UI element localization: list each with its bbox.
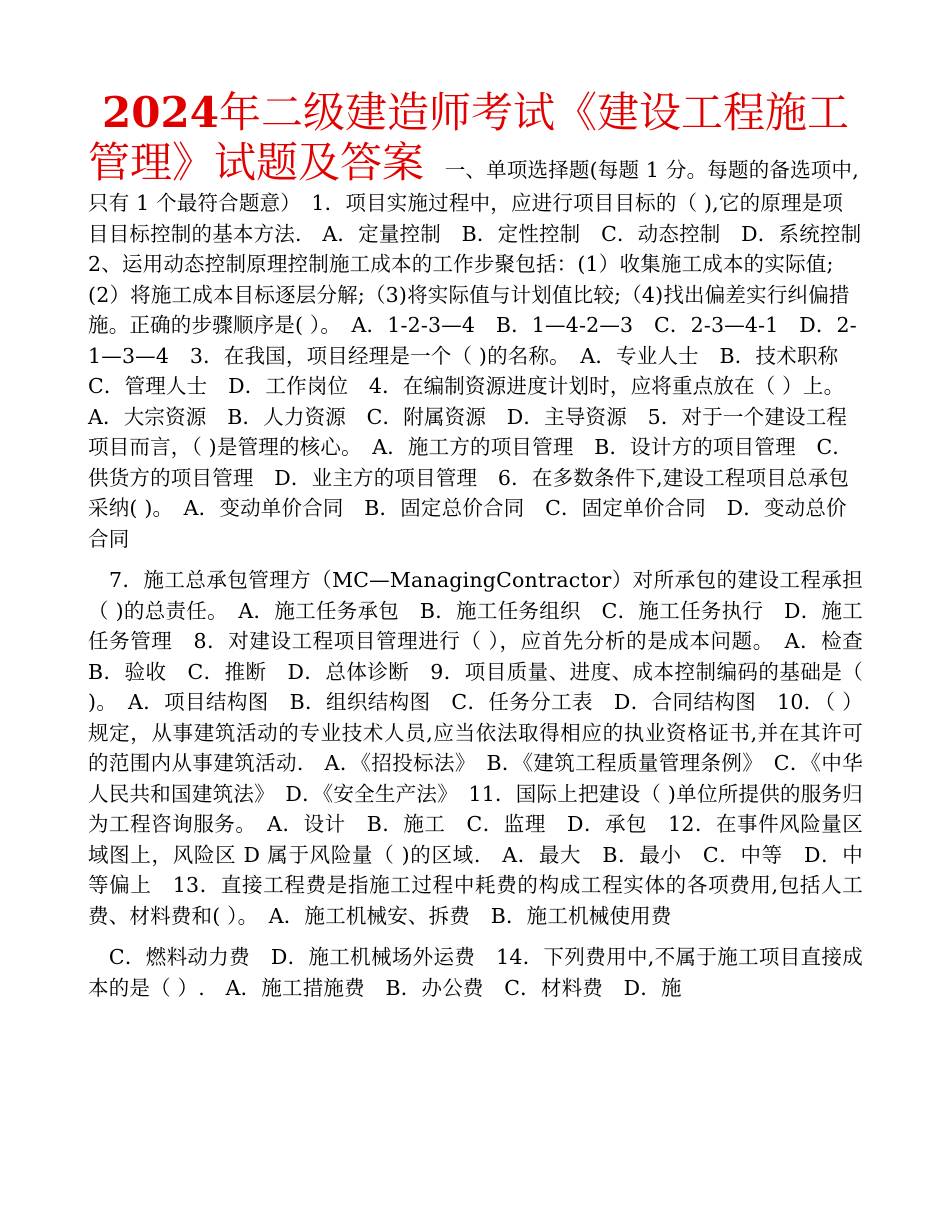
paragraph-gap [88, 554, 863, 565]
first-block [88, 138, 883, 554]
paragraph-3: C．燃料动力费 D．施工机械场外运费 14．下列费用中,不属于施工项目直接成本的是（ ）. A．施工措施费 B．办公费 C．材料费 D．施 [88, 945, 863, 1000]
title-text: 年二级建造师考试《建设工程施工 [218, 88, 849, 137]
paragraph-gap [88, 931, 863, 942]
document-title [88, 88, 863, 138]
title-year: 2024 [102, 88, 219, 137]
paragraph-1: 一、单项选择题(每题 1 分。每题的备选项中,只有 1 个最符合题意） 1．项目实施过程中，应进行项目目标的（ ),它的原理是项目目标控制的基本方法. A．定量控制 B．定性控制 C．动态控制 D．系统控制 2、运用动态控制原理控制施工成本的工作步聚包括：(1）收集施工成本的实际值;(2）将施工成本目标逐层分解;（3)将实际值与计划值比较;（4)找出偏差实行纠偏措施。正确的步骤顺序是( ）。 A．1-2-3—4 B．1—4-2—3 C．2-3—4-1 D．2-1—3—4 3．在我国，项目经理是一个（ )的名称。 A．专业人士 B．技术职称 C．管理人士 D．工作岗位 4．在编制资源进度计划时，应将重点放在（ ）上。 A．大宗资源 B．人力资源 C．附属资源 D．主导资源 5．对于一个建设工程项目而言，（ )是管理的核心。 A．施工方的项目管理 B．设计方的项目管理 C．供货方的项目管理 D．业主方的项目管理 6．在多数条件下,建设工程项目总承包采纳( )。 A．变动单价合同 B．固定总价合同 C．固定单价合同 D．变动总价合同 [88, 158, 883, 551]
document-page [88, 88, 884, 1003]
document-title-line2: 管理》试题及答案 [88, 138, 425, 187]
paragraph-2: 7．施工总承包管理方（MC—ManagingContractor）对所承包的建设工程承担（ )的总责任。 A．施工任务承包 B．施工任务组织 C．施工任务执行 D．施工任务管理 8．对建设工程项目管理进行（ ），应首先分析的是成本问题。 A．检查 B．验收 C．推断 D．总体诊断 9．项目质量、进度、成本控制编码的基础是（ )。 A．项目结构图 B．组织结构图 C．任务分工表 D．合同结构图 10．（ ）规定，从事建筑活动的专业技术人员,应当依法取得相应的执业资格证书,并在其许可的范围内从事建筑活动. A．《招投标法》 B．《建筑工程质量管理条例》 C．《中华人民共和国建筑法》 D．《安全生产法》 11．国际上把建设（ )单位所提供的服务归为工程咨询服务。 A．设计 B．施工 C．监理 D．承包 12．在事件风险量区域图上，风险区 D 属于风险量（ )的区域. A．最大 B．最小 C．中等 D．中等偏上 13．直接工程费是指施工过程中耗费的构成工程实体的各项费用,包括人工费、材料费和( ）。 A．施工机械安、拆费 B．施工机械使用费 [88, 568, 884, 928]
